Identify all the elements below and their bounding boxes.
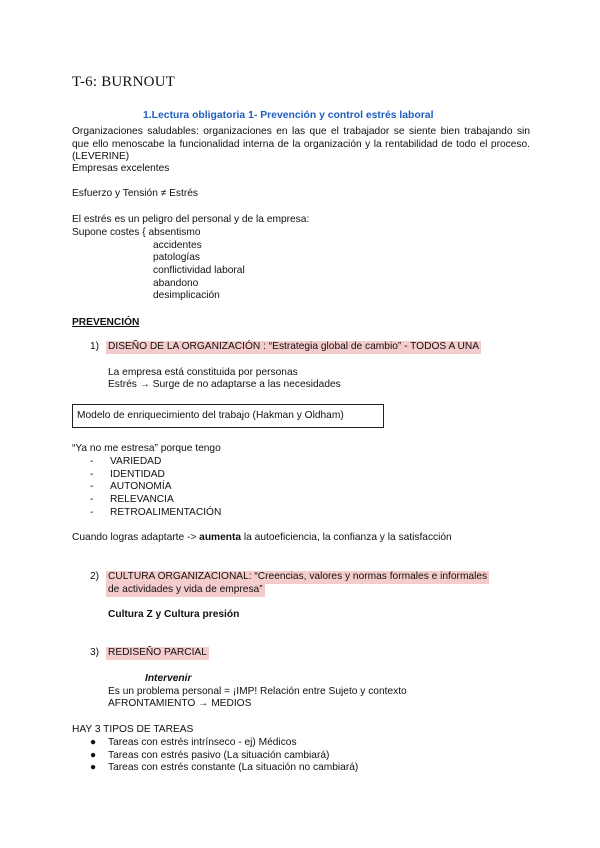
dash-list-item: - VARIEDAD [90,456,162,467]
costs-intro: Supone costes { absentismo [72,227,201,238]
prevention-heading: PREVENCIÓN [72,317,140,328]
section1-number: 1) [90,341,100,352]
tasks-heading: HAY 3 TIPOS DE TAREAS [72,724,194,735]
dash-list-item: - IDENTIDAD [90,469,165,480]
dash-list-item: - AUTONOMÍA [90,481,172,492]
intro-line-esfuerzo: Esfuerzo y Tensión ≠ Estrés [72,188,199,199]
section1-line2: Estrés → Surge de no adaptarse a las necesidades [108,379,341,390]
section3-heading: REDISEÑO PARCIAL [108,647,207,658]
bullet-marker: ● [90,762,97,773]
section2-heading-line1: CULTURA ORGANIZACIONAL: “Creencias, valores y normas formales e informales [108,571,488,582]
cost-item: abandono [153,278,199,289]
cost-item: conflictividad laboral [153,265,245,276]
dash-marker: - [90,507,94,518]
cost-item: patologías [153,252,201,263]
dash-list-item: - RETROALIMENTACIÓN [90,507,222,518]
task-list-item: ● Tareas con estrés constante (La situación no cambiará) [90,762,359,773]
intro-line-excelentes: Empresas excelentes [72,163,170,174]
task-list-item: ● Tareas con estrés intrínseco - ej) Médicos [90,737,297,748]
dash-marker: - [90,456,94,467]
quote-line: “Ya no me estresa” porque tengo [72,443,221,454]
task-list-item: ● Tareas con estrés pasivo (La situación cambiará) [90,750,330,761]
intervenir-label: Intervenir [145,673,192,684]
section3-line2: AFRONTAMIENTO → MEDIOS [108,698,252,709]
intro-line-peligro: El estrés es un peligro del personal y de la empresa: [72,214,310,225]
adapt-line: Cuando logras adaptarte -> aumenta la autoeficiencia, la confianza y la satisfacción [72,532,452,543]
section1-heading: DISEÑO DE LA ORGANIZACIÓN : “Estrategia global de cambio” - TODOS A UNA [108,341,480,352]
section3-number: 3) [90,647,100,658]
cost-item: desimplicación [153,290,220,301]
adapt-bold-word: aumenta [199,532,242,543]
bullet-marker: ● [90,737,97,748]
bullet-marker: ● [90,750,97,761]
intro-paragraph: Organizaciones saludables: organizaciones en las que el trabajador se siente bien trabajando sin que ello menoscabe la funcionalidad interna de la organización y la rentabilidad de todo el proceso. (LEVERINE) [72,126,530,163]
section2-number: 2) [90,571,100,582]
section1-line1: La empresa está constituida por personas [108,367,298,378]
dash-marker: - [90,494,94,505]
section3-line1: Es un problema personal = ¡IMP! Relación entre Sujeto y contexto [108,686,407,697]
document-title: T-6: BURNOUT [72,74,176,90]
enrichment-model-label: Modelo de enriquecimiento del trabajo (Hakman y Oldham) [77,410,344,421]
dash-marker: - [90,481,94,492]
section2-bold-line: Cultura Z y Cultura presión [108,609,240,620]
reading-subtitle: 1.Lectura obligatoria 1- Prevención y control estrés laboral [143,110,434,121]
enrichment-model-box [72,404,384,428]
dash-list-item: - RELEVANCIA [90,494,174,505]
dash-marker: - [90,469,94,480]
section2-heading-line2: de actividades y vida de empresa” [108,584,263,595]
cost-item: accidentes [153,240,202,251]
